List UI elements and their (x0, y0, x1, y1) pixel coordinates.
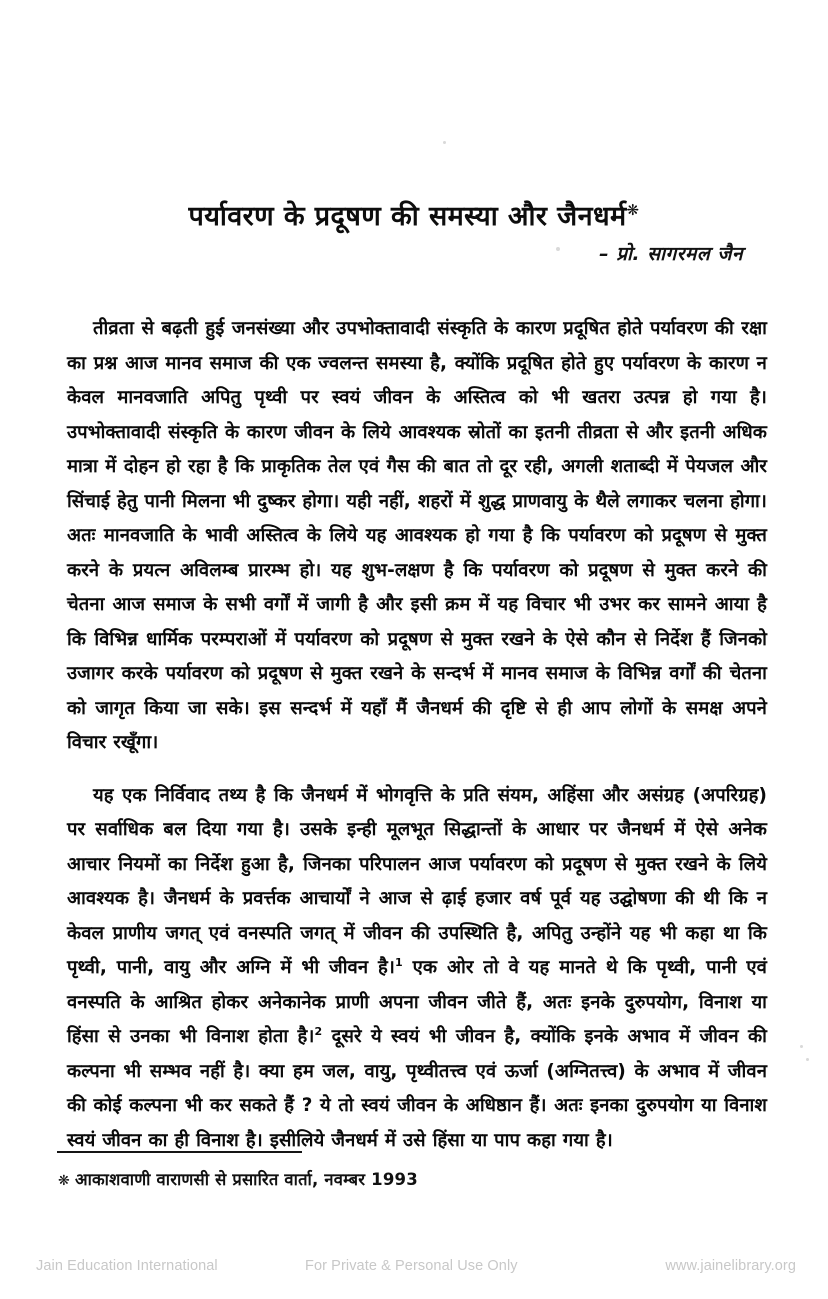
scan-speck (806, 1058, 809, 1061)
title-footnote-marker-icon: ❋ (626, 201, 640, 220)
paragraph-1: तीव्रता से बढ़ती हुई जनसंख्या और उपभोक्तावादी संस्कृति के कारण प्रदूषित होते पर्यावरण की रक्षा का प्रश्न आज मानव समाज की एक ज्वलन्त समस्या है, क्योंकि प्रदूषित होते हुए पर्यावरण के कारण न केवल मानवजाति अपितु पृथ्वी पर स्वयं जीवन के अस्तित्व को भी खतरा उत्पन्न हो गया है। उपभोक्तावादी संस्कृति के कारण जीवन के लिये आवश्यक स्रोतों का इतनी तीव्रता से और इतनी अधिक मात्रा में दोहन हो रहा है कि प्राकृतिक तेल एवं गैस की बात तो दूर रही, अगली शताब्दी में पेयजल और सिंचाई हेतु पानी मिलना भी दुष्कर होगा। यही नहीं, शहरों में शुद्ध प्राणवायु के थैले लगाकर चलना होगा। अतः मानवजाति के भावी अस्तित्व के लिये यह आवश्यक हो गया है कि पर्यावरण को प्रदूषण से मुक्त करने के प्रयत्न अविलम्ब प्रारम्भ हो। यह शुभ-लक्षण है कि पर्यावरण को प्रदूषण से मुक्त करने की चेतना आज समाज के सभी वर्गों में जागी है और इसी क्रम में यह विचार भी उभर कर सामने आया है कि विभिन्न धार्मिक परम्पराओं में पर्यावरण को प्रदूषण से मुक्त रखने के ऐसे कौन से निर्देश हैं जिनको उजागर करके पर्यावरण को प्रदूषण से मुक्त रखने के सन्दर्भ में मानव समाज के विभिन्न वर्गों की चेतना को जागृत किया जा सके। इस सन्दर्भ में यहाँ मैं जैनधर्म की दृष्टि से ही आप लोगों के समक्ष अपने विचार रखूँगा। (67, 318, 767, 753)
page-footer (0, 1258, 828, 1282)
paragraph-2-part-1: यह एक निर्विवाद तथ्य है कि जैनधर्म में भोगवृत्ति के प्रति संयम, अहिंसा और असंग्रह (अपरिग्रह) पर सर्वाधिक बल दिया गया है। उसके इन्ही मूलभूत सिद्धान्तों के आधार पर जैनधर्म में ऐसे अनेक आचार नियमों का निर्देश हुआ है, जिनका परिपालन आज पर्यावरण को प्रदूषण से मुक्त रखने के लिये आवश्यक है। जैनधर्म के प्रवर्त्तक आचार्यों ने आज से ढ़ाई हजार वर्ष पूर्व यह उद्घोषणा की थी कि न केवल प्राणीय जगत् एवं वनस्पति जगत् में जीवन की उपस्थिति है, अपितु उन्होंने यह भी कहा था कि पृथ्वी, पानी, वायु और अग्नि में भी जीवन है। (67, 784, 767, 978)
footer-usage-notice: For Private & Personal Use Only (305, 1258, 518, 1274)
body-text (67, 312, 767, 1158)
footnote-text: आकाशवाणी वाराणसी से प्रसारित वार्ता, नवम्बर 1993 (74, 1170, 418, 1189)
scan-speck (443, 141, 446, 144)
paragraph-2 (67, 779, 767, 1159)
paragraph-2-part-3: दूसरे ये स्वयं भी जीवन है, क्योंकि इनके अभाव में जीवन की कल्पना भी सम्भव नहीं है। क्या हम जल, वायु, पृथ्वीतत्त्व एवं ऊर्जा (अग्नितत्त्व) के अभाव में जीवन की कोई कल्पना भी कर सकते हैं ? ये तो स्वयं जीवन के अधिष्ठान हैं। अतः इनका दुरुपयोग या विनाश स्वयं जीवन का ही विनाश है। इसीलिये जैनधर्म में उसे हिंसा या पाप कहा गया है। (67, 1026, 767, 1151)
scan-speck (800, 1045, 803, 1048)
footnote-ref-1: 1 (395, 955, 403, 969)
footnote-marker-icon: ❋ (58, 1173, 70, 1189)
footer-organization: Jain Education International (36, 1258, 218, 1274)
footnote-separator (57, 1151, 302, 1153)
footnote-ref-2: 2 (314, 1024, 323, 1038)
page-title (188, 200, 639, 234)
footnote (58, 1168, 758, 1192)
paragraph-2-part-2: एक ओर तो वे यह मानते थे कि पृथ्वी, पानी एवं वनस्पति के आश्रित होकर अनेकानेक प्राणी अपना जीवन जीते हैं, अतः इनके दुरुपयोग, विनाश या हिंसा से उनका भी विनाश होता है। (67, 957, 768, 1047)
footer-website-url: www.jainelibrary.org (665, 1258, 796, 1274)
author-byline: – प्रो. सागरमल जैन (599, 243, 743, 265)
page-title-text: पर्यावरण के प्रदूषण की समस्या और जैनधर्म (188, 201, 627, 233)
